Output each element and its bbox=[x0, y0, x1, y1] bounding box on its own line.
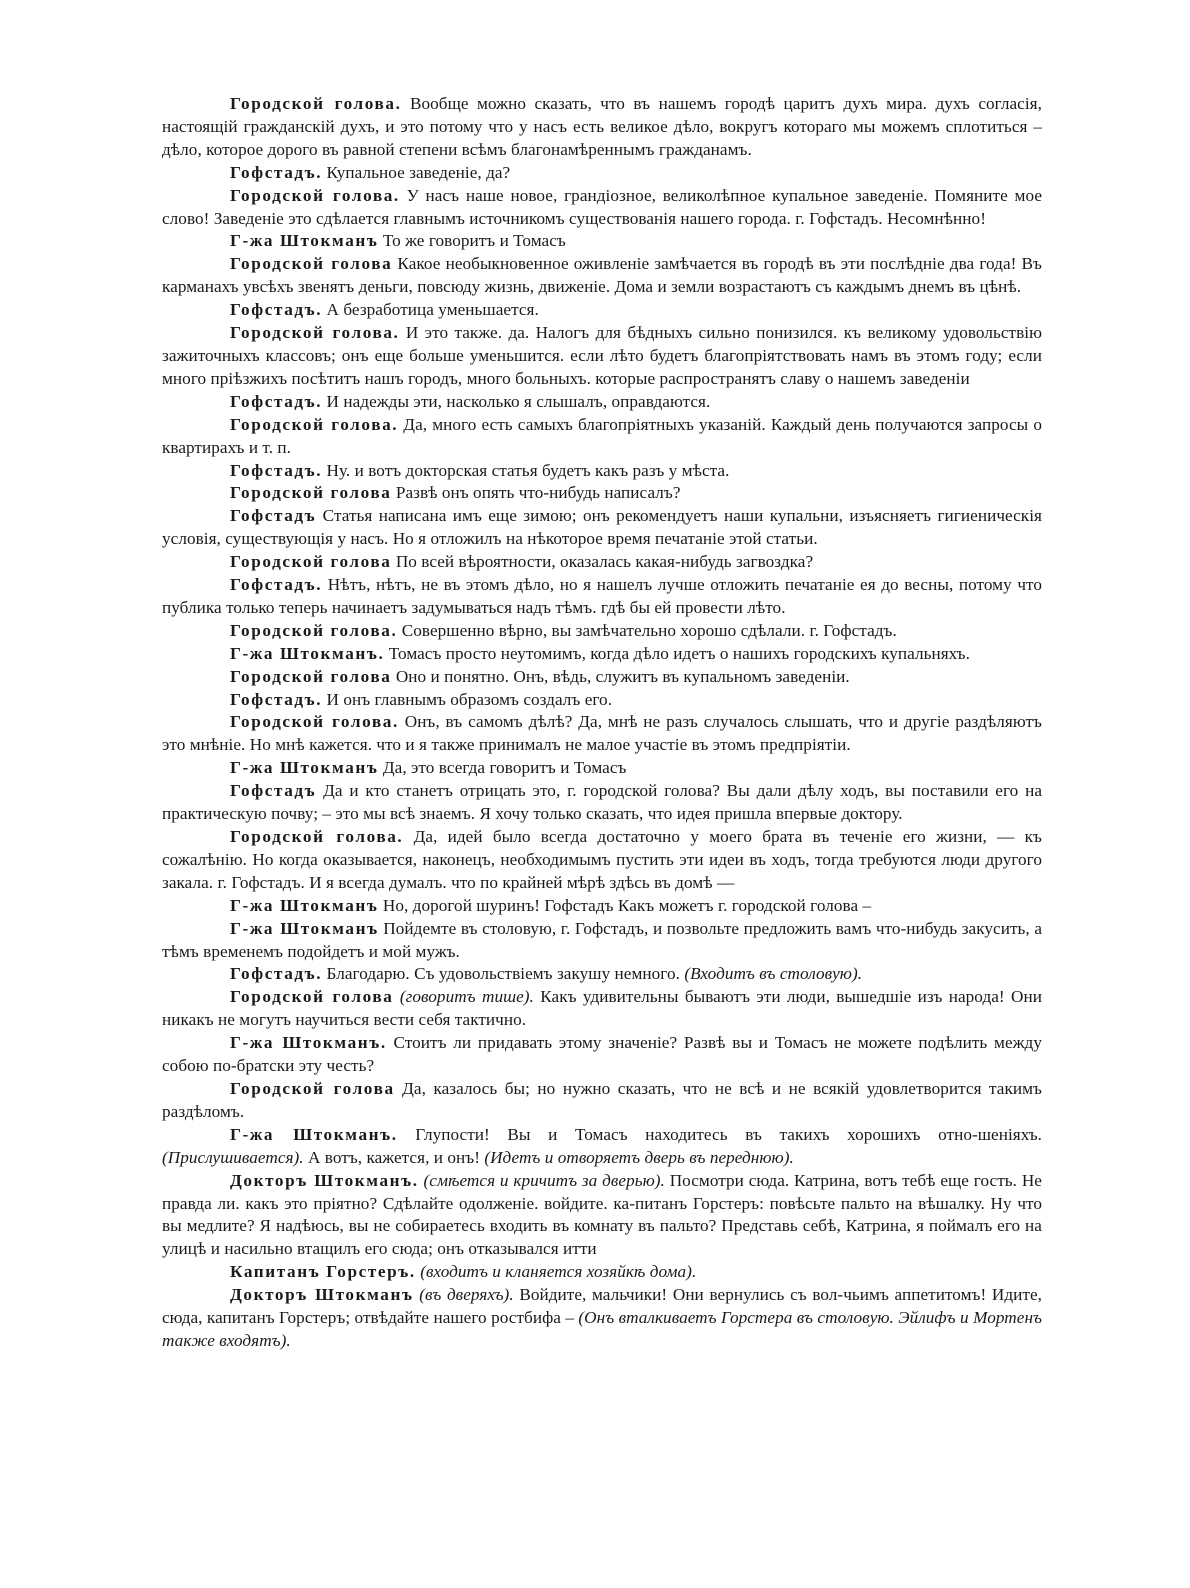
dialogue-paragraph bbox=[162, 574, 1042, 620]
dialogue-text: Да, казалось бы; но нужно сказать, что не всѣ и не всякій удовлетворится такимъ раздѣломъ. bbox=[162, 1078, 1042, 1121]
speaker-name: Городской голова bbox=[230, 483, 392, 503]
dialogue-text: Томасъ просто неутомимъ, когда дѣло идетъ о нашихъ городскихъ купальняхъ. bbox=[384, 643, 970, 663]
speaker-name: Г-жа Штокманъ bbox=[230, 895, 379, 915]
dialogue-paragraph bbox=[162, 93, 1042, 162]
dialogue-text: Какъ удивительны бываютъ эти люди, вышедшіе изъ народа! Они никакъ не могутъ научиться вести себя тактично. bbox=[162, 987, 1042, 1030]
dialogue-paragraph bbox=[162, 826, 1042, 895]
dialogue-paragraph bbox=[162, 1078, 1042, 1124]
dialogue-text: Нѣтъ, нѣтъ, не въ этомъ дѣло, но я нашелъ лучше отложить печатаніе ея до весны, потому что публика только теперь начинаетъ задумываться надъ тѣмъ. гдѣ бы ей провести лѣто. bbox=[162, 575, 1042, 617]
dialogue-text: У насъ наше новое, грандіозное, великолѣпное купальное заведеніе. Помяните мое слово! Заведеніе это сдѣлается главнымъ источникомъ существованія нашего города. г. Гофстадъ. Несомнѣнно! bbox=[162, 185, 1042, 228]
dialogue-text: Онъ, въ самомъ дѣлѣ? Да, мнѣ не разъ случалось слышать, что и другіе раздѣляютъ это мнѣніе. Но мнѣ кажется. что и я также принималъ не малое участіе въ этомъ предпріятіи. bbox=[162, 712, 1042, 755]
speaker-name: Г-жа Штокманъ bbox=[230, 758, 379, 778]
speaker-name: Городской голова bbox=[230, 254, 393, 274]
dialogue-text: Да, это всегда говоритъ и Томасъ bbox=[378, 758, 627, 778]
stage-direction: (Онъ вталкиваетъ Горстера въ столовую. Эйлифъ и Мортенъ также входятъ). bbox=[162, 1308, 1042, 1350]
speaker-name: Городской голова. bbox=[230, 94, 402, 113]
dialogue-text: Да и кто станетъ отрицать это, г. городской голова? Вы дали дѣлу ходъ, вы поставили его на практическую почву; – это мы всѣ знаемъ. Я хочу только сказать, что идея пришла впервые доктору. bbox=[162, 781, 1042, 824]
dialogue-text: Но, дорогой шуринъ! Гофстадъ Какъ можетъ г. городской голова – bbox=[378, 895, 872, 915]
speaker-name: Гофстадъ bbox=[230, 506, 317, 526]
dialogue-paragraph bbox=[162, 299, 1042, 322]
dialogue-text: Развѣ онъ опять что-нибудь написалъ? bbox=[391, 483, 681, 503]
dialogue-paragraph bbox=[162, 620, 1042, 643]
dialogue-paragraph bbox=[162, 505, 1042, 551]
dialogue-text: Оно и понятно. Онъ, вѣдь, служитъ въ купальномъ заведеніи. bbox=[391, 666, 850, 686]
speaker-name: Городской голова. bbox=[230, 414, 399, 434]
speaker-name: Г-жа Штокманъ bbox=[230, 231, 379, 251]
dialogue-paragraph bbox=[162, 895, 1042, 918]
stage-direction: (говоритъ тише). bbox=[399, 987, 534, 1007]
speaker-name: Г-жа Штокманъ bbox=[230, 918, 379, 938]
dialogue-paragraph bbox=[162, 1261, 1042, 1284]
speaker-name: Докторъ Штокманъ. bbox=[230, 1170, 419, 1190]
dialogue-text: Войдите, мальчики! Они вернулись съ вол-чьимъ аппетитомъ! Идите, сюда, капитанъ Горстеръ; отвѣдайте нашего ростбифа – bbox=[162, 1285, 1042, 1328]
speaker-name: Гофстадъ. bbox=[230, 689, 323, 709]
speaker-name: Гофстадъ. bbox=[230, 964, 323, 984]
dialogue-text: Совершенно вѣрно, вы замѣчательно хорошо сдѣлали. г. Гофстадъ. bbox=[397, 620, 897, 640]
dialogue-paragraph bbox=[162, 1032, 1042, 1078]
dialogue-paragraph bbox=[162, 780, 1042, 826]
speaker-name: Гофстадъ. bbox=[230, 162, 323, 182]
speaker-name: Городской голова. bbox=[230, 323, 400, 343]
stage-direction: (смѣется и кричитъ за дверью). bbox=[423, 1170, 665, 1190]
dialogue-paragraph bbox=[162, 185, 1042, 231]
dialogue-paragraph bbox=[162, 391, 1042, 414]
stage-direction: (Входитъ въ столовую). bbox=[684, 964, 863, 984]
dialogue-paragraph bbox=[162, 414, 1042, 460]
speaker-name: Городской голова. bbox=[230, 712, 399, 732]
speaker-name: Г-жа Штокманъ. bbox=[230, 1124, 398, 1144]
dialogue-text: И это также. да. Налогъ для бѣдныхъ сильно понизился. къ великому удовольствію зажиточныхъ классовъ; онъ еще больше уменьшится. если лѣто будетъ благопріятствовать намъ въ этомъ году; если много пріѣзжихъ посѣтитъ нашъ городъ, много больныхъ. которые распространятъ славу о нашемъ заведеніи bbox=[162, 323, 1042, 388]
dialogue-paragraph bbox=[162, 460, 1042, 483]
speaker-name: Городской голова. bbox=[230, 827, 404, 846]
dialogue-paragraph bbox=[162, 253, 1042, 299]
dialogue-text: Глупости! Вы и Томасъ находитесь въ такихъ хорошихъ отно-шеніяхъ. bbox=[397, 1124, 1043, 1144]
dialogue-text: То же говоритъ и Томасъ bbox=[378, 231, 566, 251]
speaker-name: Гофстадъ. bbox=[230, 391, 323, 411]
dialogue-paragraph bbox=[162, 551, 1042, 574]
dialogue-paragraph bbox=[162, 1284, 1042, 1353]
stage-direction: (входитъ и кланяется хозяйкѣ дома). bbox=[420, 1262, 697, 1282]
speaker-name: Городской голова bbox=[230, 1078, 395, 1098]
speaker-name: Гофстадъ bbox=[230, 781, 317, 801]
speaker-name: Городской голова bbox=[230, 666, 392, 686]
stage-direction: (въ дверяхъ). bbox=[419, 1285, 514, 1305]
dialogue-text: Да, много есть самыхъ благопріятныхъ указаній. Каждый день получаются запросы о квартирахъ и т. п. bbox=[162, 414, 1042, 457]
dialogue-text: Благодарю. Съ удовольствіемъ закушу немного. bbox=[322, 964, 685, 984]
stage-direction: (Прислушивается). bbox=[162, 1147, 304, 1167]
dialogue-text: Вообще можно сказать, что въ нашемъ городѣ царитъ духъ мира. духъ согласія, настоящій гражданскій духъ, и это потому что у насъ есть великое дѣло, вокругъ котораго мы можемъ сплотиться – дѣло, которое дорого въ равной степени всѣмъ благонамѣреннымъ гражданамъ. bbox=[162, 94, 1042, 159]
dialogue-paragraph bbox=[162, 1124, 1042, 1170]
speaker-name: Городской голова bbox=[230, 987, 394, 1007]
speaker-name: Гофстадъ. bbox=[230, 460, 323, 480]
dialogue-text: И онъ главнымъ образомъ создалъ его. bbox=[322, 689, 613, 709]
dialogue-paragraph bbox=[162, 162, 1042, 185]
dialogue-paragraph bbox=[162, 689, 1042, 712]
dialogue-text: Ну. и вотъ докторская статья будетъ какъ разъ у мѣста. bbox=[322, 460, 730, 480]
dialogue-text: Купальное заведеніе, да? bbox=[322, 162, 511, 182]
dialogue-paragraph bbox=[162, 963, 1042, 986]
dialogue-text: А вотъ, кажется, и онъ! bbox=[303, 1147, 485, 1167]
dialogue-paragraph bbox=[162, 666, 1042, 689]
speaker-name: Капитанъ Горстеръ. bbox=[230, 1262, 416, 1282]
dialogue-paragraph bbox=[162, 643, 1042, 666]
speaker-name: Г-жа Штокманъ. bbox=[230, 643, 385, 663]
dialogue-paragraph bbox=[162, 918, 1042, 964]
dialogue-text: Да, идей было всегда достаточно у моего брата въ теченіе его жизни, — къ сожалѣнію. Но когда оказывается, наконецъ, необходимымъ пустить эти идеи въ ходъ, тогда требуются люди другого закала. г. Гофстадъ. И я всегда думалъ. что по крайней мѣрѣ здѣсь въ домѣ — bbox=[162, 827, 1042, 892]
dialogue-text: И надежды эти, насколько я слышалъ, оправдаются. bbox=[322, 391, 711, 411]
dialogue-paragraph bbox=[162, 711, 1042, 757]
dialogue-text: Статья написана имъ еще зимою; онъ рекомендуетъ наши купальни, изъясняетъ гигиеническія условія, существующія у насъ. Но я отложилъ на нѣкоторое время печатаніе этой статьи. bbox=[162, 506, 1042, 549]
dialogue-paragraph bbox=[162, 986, 1042, 1032]
stage-direction: (Идетъ и отворяетъ дверь въ переднюю). bbox=[484, 1147, 794, 1167]
dialogue-text: Какое необыкновенное оживленіе замѣчается въ городѣ въ эти послѣдніе два года! Въ карманахъ увсѣхъ звенятъ деньги, повсюду жизнь, движеніе. Дома и земли возрастаютъ съ каждымъ днемъ въ цѣнѣ. bbox=[162, 254, 1042, 297]
dialogue-paragraph bbox=[162, 482, 1042, 505]
dialogue-paragraph bbox=[162, 1170, 1042, 1262]
dialogue-text: А безработица уменьшается. bbox=[322, 300, 539, 320]
speaker-name: Гофстадъ. bbox=[230, 575, 323, 595]
speaker-name: Гофстадъ. bbox=[230, 300, 323, 320]
dialogue-paragraph bbox=[162, 322, 1042, 391]
speaker-name: Городской голова. bbox=[230, 620, 398, 640]
dialogue-paragraph bbox=[162, 757, 1042, 780]
speaker-name: Городской голова bbox=[230, 552, 392, 572]
dialogue-text: По всей вѣроятности, оказалась какая-нибудь загвоздка? bbox=[391, 552, 814, 572]
speaker-name: Городской голова. bbox=[230, 185, 400, 205]
speaker-name: Докторъ Штокманъ bbox=[230, 1285, 414, 1305]
speaker-name: Г-жа Штокманъ. bbox=[230, 1033, 387, 1053]
dialogue-paragraph bbox=[162, 230, 1042, 253]
dialogue-text: Посмотри сюда. Катрина, вотъ тебѣ еще гость. Не правда ли. какъ это пріятно? Сдѣлайте одолженіе. войдите. ка-питанъ Горстеръ: повѣсьте пальто на вѣшалку. Ну что вы медлите? Я надѣюсь, вы не собираетесь входить въ комнату въ пальто? Представь себѣ, Катрина, я поймалъ его на улицѣ и насильно втащилъ его сюда; онъ отказывался итти bbox=[162, 1170, 1042, 1259]
dialogue-text: Стоитъ ли придавать этому значеніе? Развѣ вы и Томасъ не можете подѣлить между собою по-братски эту честь? bbox=[162, 1033, 1042, 1076]
dialogue-text: Пойдемте въ столовую, г. Гофстадъ, и позвольте предложить вамъ что-нибудь закусить, а тѣмъ временемъ подойдетъ и мой мужъ. bbox=[162, 918, 1042, 961]
